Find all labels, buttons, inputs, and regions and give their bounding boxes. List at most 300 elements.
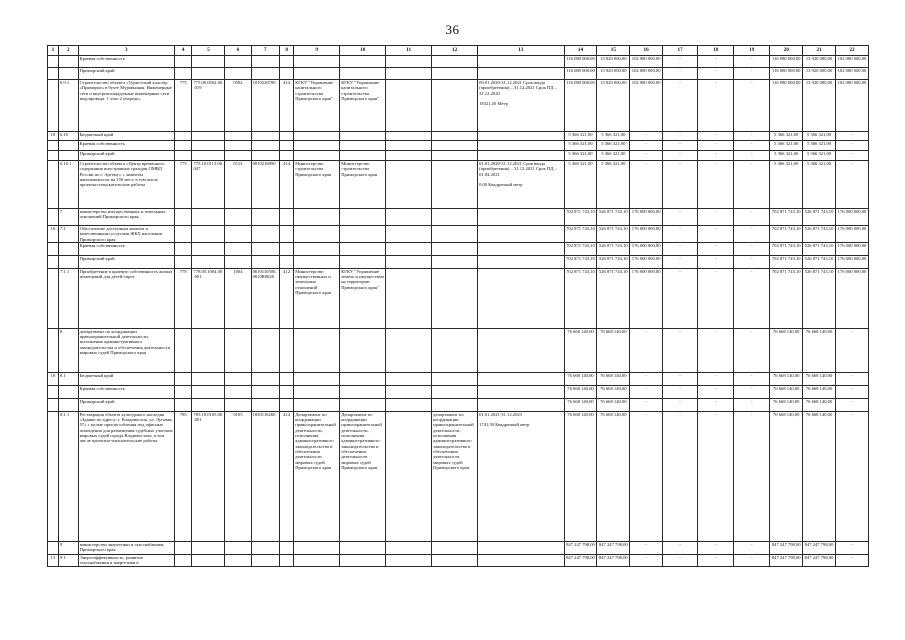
table-cell — [280, 242, 294, 255]
table-cell — [251, 226, 279, 243]
table-row — [48, 56, 869, 68]
table-cell — [386, 372, 432, 385]
column-number: 21 — [803, 46, 836, 56]
table-cell — [280, 132, 294, 141]
table-cell: 18 — [48, 132, 59, 141]
column-number: 13 — [478, 46, 564, 56]
table-cell: 7.1.1 — [58, 268, 78, 328]
table-cell: 414 — [280, 411, 294, 541]
table-cell: министерство имущественных и земельных отношений Приморского края — [78, 209, 174, 226]
table-cell: 176 000 000,00 — [630, 226, 663, 243]
table-cell: - — [835, 398, 868, 411]
table-cell: 76 668 140,00 — [803, 385, 836, 398]
table-cell — [251, 209, 279, 226]
table-cell — [386, 268, 432, 328]
table-cell — [340, 68, 386, 80]
table-cell: - — [835, 161, 868, 209]
table-cell — [478, 372, 564, 385]
table-row — [48, 554, 869, 566]
table-cell: 526 871 743,10 — [803, 255, 836, 268]
table-cell — [386, 554, 432, 566]
table-cell — [294, 226, 340, 243]
table-cell: - — [734, 141, 770, 151]
table-row — [48, 372, 869, 385]
table-cell — [192, 255, 225, 268]
table-cell: КГКУ "Управление капитального строительства Приморского края" — [294, 80, 340, 132]
table-cell: 847 247 798,00 — [597, 554, 630, 566]
table-cell: 5 366 321,00 — [770, 151, 803, 161]
table-cell: 18 — [48, 372, 59, 385]
table-cell — [192, 398, 225, 411]
table-cell — [294, 398, 340, 411]
table-cell: 6.10 — [58, 132, 78, 141]
table-cell — [251, 328, 279, 372]
table-cell — [294, 56, 340, 68]
table-cell — [48, 268, 59, 328]
table-cell: 176 000 000,00 — [630, 242, 663, 255]
table-cell: 778 — [174, 268, 192, 328]
table-cell — [174, 328, 192, 372]
table-cell — [192, 226, 225, 243]
table-cell: - — [630, 554, 663, 566]
table-cell: 76 668 140,00 — [803, 372, 836, 385]
table-cell: 5 366 321,00 — [597, 132, 630, 141]
column-number: 14 — [564, 46, 597, 56]
table-cell: 1010228780 — [251, 80, 279, 132]
table-cell: - — [734, 372, 770, 385]
table-cell: 0105 — [225, 411, 251, 541]
table-cell — [251, 151, 279, 161]
column-number: 17 — [663, 46, 698, 56]
table-cell: 102 080 000,00 — [630, 80, 663, 132]
table-cell: Обеспечение доступным жильем и качественными услугами ЖКХ населения Приморского края — [78, 226, 174, 243]
table-cell: Приморский край — [78, 398, 174, 411]
table-cell: 702 871 743,10 — [770, 209, 803, 226]
table-cell: 76 668 140,00 — [564, 411, 597, 541]
table-cell: 76 668 140,00 — [803, 328, 836, 372]
table-cell — [174, 554, 192, 566]
table-cell — [386, 328, 432, 372]
table-cell — [251, 372, 279, 385]
table-cell: 76 668 140,00 — [564, 328, 597, 372]
table-cell: - — [698, 328, 734, 372]
column-number: 4 — [174, 46, 192, 56]
table-cell — [294, 209, 340, 226]
table-cell — [280, 141, 294, 151]
table-cell — [58, 151, 78, 161]
table-cell — [294, 255, 340, 268]
table-cell: - — [698, 68, 734, 80]
table-cell: 526 871 743,10 — [803, 226, 836, 243]
table-cell: - — [698, 385, 734, 398]
header-row — [48, 46, 869, 56]
table-cell: 176 000 000,00 — [630, 268, 663, 328]
table-cell — [340, 255, 386, 268]
table-cell — [174, 56, 192, 68]
table-cell — [48, 255, 59, 268]
table-cell — [386, 161, 432, 209]
table-cell: 102 080 000,00 — [630, 68, 663, 80]
table-cell: - — [698, 372, 734, 385]
table-cell: 9.1 — [58, 554, 78, 566]
table-cell — [386, 541, 432, 554]
table-cell — [174, 226, 192, 243]
table-cell — [478, 151, 564, 161]
table-cell: - — [663, 372, 698, 385]
table-cell — [174, 255, 192, 268]
table-cell — [174, 541, 192, 554]
table-cell: 526 871 743,10 — [803, 242, 836, 255]
table-cell: Краевая собственность — [78, 56, 174, 68]
table-cell: - — [835, 372, 868, 385]
table-cell — [192, 141, 225, 151]
table-cell: - — [663, 255, 698, 268]
table-cell: - — [663, 242, 698, 255]
table-cell — [340, 226, 386, 243]
table-cell: 5 366 321,00 — [770, 161, 803, 209]
table-cell — [251, 141, 279, 151]
column-number: 5 — [192, 46, 225, 56]
table-cell — [386, 80, 432, 132]
table-cell — [478, 56, 564, 68]
table-cell: 76 668 140,00 — [597, 328, 630, 372]
column-number: 22 — [835, 46, 868, 56]
table-cell — [225, 554, 251, 566]
table-cell — [225, 132, 251, 141]
table-cell — [432, 56, 478, 68]
table-cell — [432, 398, 478, 411]
table-cell: - — [734, 56, 770, 68]
table-cell — [478, 268, 564, 328]
table-cell: - — [734, 242, 770, 255]
table-cell — [174, 398, 192, 411]
table-cell — [340, 328, 386, 372]
table-cell: - — [663, 328, 698, 372]
table-cell: - — [734, 226, 770, 243]
column-number: 20 — [770, 46, 803, 56]
table-cell: Департамент по координации правоохранительной деятельности, исполнения административного законодательства и обеспечения деятельности мировых судей Приморского края — [294, 411, 340, 541]
table-cell: 702 871 743,10 — [564, 255, 597, 268]
table-cell: 176 000 000,00 — [630, 255, 663, 268]
table-cell — [478, 68, 564, 80]
table-cell: 8.1.1 — [58, 411, 78, 541]
table-cell: - — [630, 372, 663, 385]
column-number: 2 — [58, 46, 78, 56]
table-cell: 102 080 000,00 — [835, 80, 868, 132]
table-cell: 5 366 321,00 — [803, 161, 836, 209]
table-cell: Министерство строительства Приморского края — [340, 161, 386, 209]
table-cell: Министерство строительства Приморского края — [294, 161, 340, 209]
table-cell — [251, 132, 279, 141]
table-row — [48, 141, 869, 151]
table-cell: - — [734, 385, 770, 398]
table-cell — [386, 68, 432, 80]
table-cell — [478, 141, 564, 151]
table-cell — [48, 161, 59, 209]
table-cell: КГКУ "Управление земель и имуществом на территории Приморского края" — [340, 268, 386, 328]
table-cell: - — [663, 411, 698, 541]
table-cell — [294, 141, 340, 151]
table-row — [48, 132, 869, 141]
table-cell: - — [630, 541, 663, 554]
table-cell: 5 366 321,00 — [564, 161, 597, 209]
table-cell: 16 — [48, 226, 59, 243]
table-cell — [225, 68, 251, 80]
table-row — [48, 226, 869, 243]
table-cell — [280, 68, 294, 80]
table-cell — [294, 242, 340, 255]
table-cell — [386, 385, 432, 398]
table-cell — [174, 385, 192, 398]
table-cell: Министерство имущественных и земельных отношений Приморского края — [294, 268, 340, 328]
table-cell: Строительство объекта «Туристский кластер «Приморье» в бухте Муравьиная. Инженерные сети и внутриплощадочные инженерные сети водопровода. 1 этап 2 очередь» — [78, 80, 174, 132]
table-cell — [294, 372, 340, 385]
table-cell: 13 — [48, 554, 59, 566]
column-number: 10 — [340, 46, 386, 56]
table-cell: - — [663, 554, 698, 566]
table-cell: - — [663, 151, 698, 161]
table-cell: Приморский край — [78, 255, 174, 268]
table-cell: - — [663, 80, 698, 132]
table-cell — [478, 242, 564, 255]
table-cell — [340, 141, 386, 151]
table-cell — [48, 328, 59, 372]
table-cell: - — [698, 541, 734, 554]
table-cell: - — [835, 328, 868, 372]
table-cell — [192, 132, 225, 141]
table-row — [48, 541, 869, 554]
table-cell: Краевая собственность — [78, 242, 174, 255]
table-cell: 775 — [174, 161, 192, 209]
table-cell — [432, 268, 478, 328]
table-cell: 1004 — [225, 268, 251, 328]
table-cell — [251, 541, 279, 554]
table-cell — [340, 56, 386, 68]
table-cell — [225, 398, 251, 411]
table-cell — [280, 56, 294, 68]
table-cell — [280, 541, 294, 554]
table-cell: Приморский край — [78, 151, 174, 161]
table-cell — [340, 554, 386, 566]
table-cell: 01.01.2020-31.12.2021 Срок ввода (приобретения) – 31.12.2021 Срок ПД – 01.04.2021 0,00 Квадратный метр — [478, 161, 564, 209]
table-cell: - — [734, 554, 770, 566]
table-cell: - — [630, 411, 663, 541]
table-cell — [294, 68, 340, 80]
table-row — [48, 328, 869, 372]
table-cell: - — [663, 398, 698, 411]
table-cell: - — [663, 68, 698, 80]
table-cell: Бюджетный край — [78, 372, 174, 385]
table-cell: 847 247 798,00 — [564, 554, 597, 566]
table-cell: Департамент по координации правоохранительной деятельности, исполнения административного законодательства и обеспечения деятельности мировых судей Приморского края — [340, 411, 386, 541]
table-cell: 176 000 000,00 — [835, 242, 868, 255]
table-cell: 76 668 140,00 — [770, 385, 803, 398]
table-cell — [432, 151, 478, 161]
table-cell — [340, 132, 386, 141]
table-cell — [251, 255, 279, 268]
table-cell — [294, 328, 340, 372]
table-body — [48, 46, 869, 567]
table-cell — [58, 242, 78, 255]
table-cell: 526 871 743,10 — [597, 255, 630, 268]
table-cell — [174, 242, 192, 255]
column-number: 1 — [48, 46, 59, 56]
table-cell: Краевая собственность — [78, 385, 174, 398]
table-cell: - — [698, 151, 734, 161]
column-number: 8 — [280, 46, 294, 56]
table-cell: 13 920 000,00 — [597, 68, 630, 80]
table-cell — [225, 242, 251, 255]
table-cell: 13 920 000,00 — [803, 68, 836, 80]
table-cell: 76 668 140,00 — [770, 372, 803, 385]
table-cell — [478, 226, 564, 243]
column-number: 7 — [251, 46, 279, 56]
table-cell — [478, 255, 564, 268]
table-cell — [340, 372, 386, 385]
column-number: 6 — [225, 46, 251, 56]
table-cell: 76 668 140,00 — [597, 411, 630, 541]
column-number: 3 — [78, 46, 174, 56]
table-row — [48, 68, 869, 80]
table-cell — [280, 554, 294, 566]
table-cell — [174, 68, 192, 80]
table-cell: 775.09.0502.00.019 — [192, 80, 225, 132]
table-cell — [386, 56, 432, 68]
table-cell: 13 920 000,00 — [597, 80, 630, 132]
table-cell — [225, 56, 251, 68]
table-cell — [225, 541, 251, 554]
table-cell: - — [663, 541, 698, 554]
table-cell — [48, 56, 59, 68]
table-cell — [280, 151, 294, 161]
table-cell — [386, 255, 432, 268]
table-cell — [432, 80, 478, 132]
table-cell: 847 247 798,00 — [803, 541, 836, 554]
table-cell: 116 080 000,00 — [564, 80, 597, 132]
table-cell — [251, 56, 279, 68]
table-cell: 0113 — [225, 161, 251, 209]
table-cell — [58, 56, 78, 68]
table-cell — [340, 541, 386, 554]
table-cell: - — [835, 141, 868, 151]
table-cell — [225, 385, 251, 398]
table-cell — [280, 372, 294, 385]
table-cell: 13 920 000,00 — [597, 56, 630, 68]
table-cell — [340, 398, 386, 411]
table-cell: - — [835, 541, 868, 554]
table-cell — [386, 226, 432, 243]
table-cell — [432, 226, 478, 243]
table-cell: 76 668 140,00 — [564, 372, 597, 385]
table-cell: - — [734, 132, 770, 141]
table-cell: - — [734, 255, 770, 268]
table-cell — [225, 141, 251, 151]
table-cell: - — [698, 80, 734, 132]
table-cell — [48, 541, 59, 554]
table-cell — [48, 209, 59, 226]
table-cell — [192, 68, 225, 80]
table-cell: - — [698, 132, 734, 141]
table-cell: 9 — [58, 541, 78, 554]
table-cell: - — [835, 151, 868, 161]
table-cell: - — [630, 328, 663, 372]
table-cell — [192, 554, 225, 566]
table-cell: - — [734, 161, 770, 209]
table-cell: 0810216890 — [251, 161, 279, 209]
table-cell: 526 871 743,10 — [597, 226, 630, 243]
table-cell: 76 668 140,00 — [597, 398, 630, 411]
table-cell — [280, 385, 294, 398]
table-cell: - — [630, 161, 663, 209]
table-cell — [251, 242, 279, 255]
table-cell: 116 080 000,00 — [770, 68, 803, 80]
table-cell: - — [698, 268, 734, 328]
table-cell — [225, 151, 251, 161]
table-cell — [58, 398, 78, 411]
table-cell — [48, 151, 59, 161]
table-cell: - — [663, 161, 698, 209]
table-cell — [225, 209, 251, 226]
table-cell — [432, 541, 478, 554]
table-cell — [48, 141, 59, 151]
table-cell: - — [698, 554, 734, 566]
table-cell — [432, 68, 478, 80]
table-row — [48, 255, 869, 268]
table-cell: - — [630, 385, 663, 398]
table-cell: 76 668 140,00 — [564, 385, 597, 398]
table-cell: Строительство объекта «Центр временного содержания иностранных граждан ОМВД России по г. Артему» с лимитом наполняемости на 150 мест, в том числе проектно-изыскательские работы — [78, 161, 174, 209]
table-cell — [251, 554, 279, 566]
table-cell: - — [698, 411, 734, 541]
table-cell: 526 871 743,10 — [597, 209, 630, 226]
table-cell — [280, 398, 294, 411]
table-cell: - — [698, 242, 734, 255]
table-cell: - — [663, 209, 698, 226]
table-cell — [432, 161, 478, 209]
budget-table — [47, 45, 869, 567]
table-cell: - — [663, 132, 698, 141]
table-cell: 76 668 140,00 — [803, 411, 836, 541]
table-cell — [192, 385, 225, 398]
table-cell — [48, 68, 59, 80]
table-cell: - — [698, 209, 734, 226]
table-cell: - — [630, 141, 663, 151]
table-cell — [58, 141, 78, 151]
table-cell — [432, 372, 478, 385]
table-cell — [280, 226, 294, 243]
table-cell: 102 080 000,00 — [835, 68, 868, 80]
table-cell: 414 — [280, 161, 294, 209]
table-cell: 5 366 321,00 — [597, 161, 630, 209]
table-cell — [432, 328, 478, 372]
table-cell: Бюджетный край — [78, 132, 174, 141]
column-number: 19 — [734, 46, 770, 56]
table-cell: - — [734, 328, 770, 372]
table-cell — [340, 242, 386, 255]
table-cell: - — [630, 151, 663, 161]
table-cell: 176 000 000,00 — [835, 268, 868, 328]
table-cell: - — [698, 226, 734, 243]
table-row — [48, 268, 869, 328]
table-row — [48, 80, 869, 132]
table-cell: - — [835, 554, 868, 566]
table-cell: 5 366 321,00 — [770, 132, 803, 141]
table-cell: 702 871 743,10 — [564, 268, 597, 328]
table-cell: 102 080 000,00 — [835, 56, 868, 68]
table-cell — [340, 151, 386, 161]
table-cell — [386, 132, 432, 141]
table-cell — [478, 328, 564, 372]
